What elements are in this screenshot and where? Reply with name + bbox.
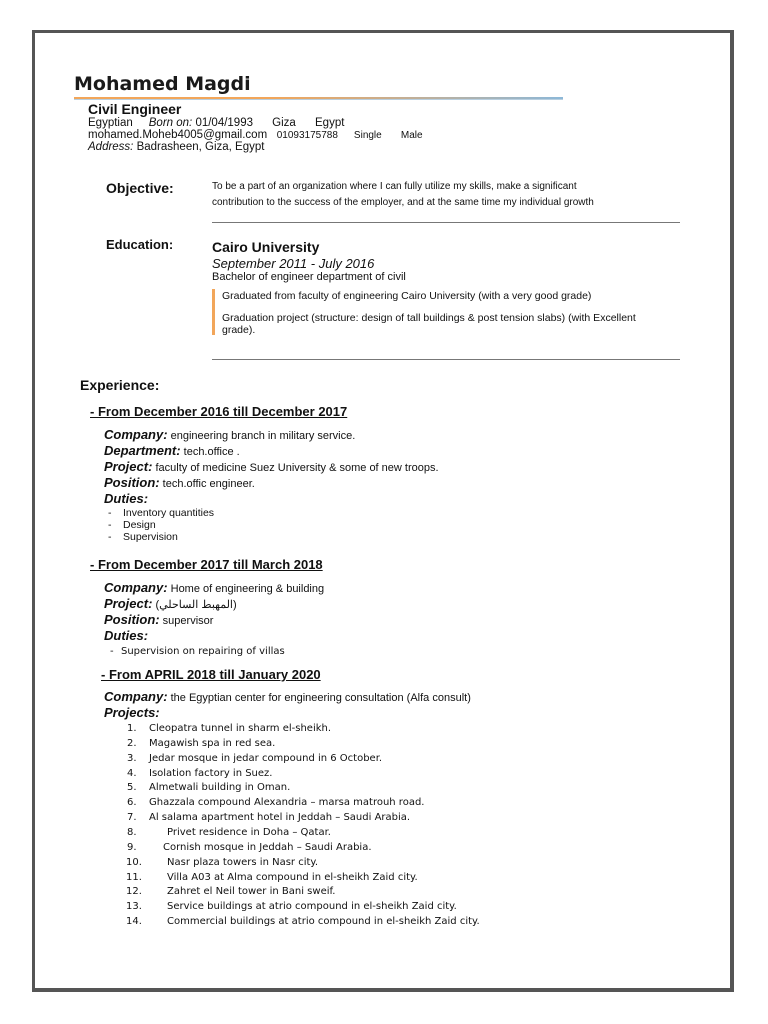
list-text: Magawish spa in red sea. bbox=[149, 737, 276, 749]
list-text: Cleopatra tunnel in sharm el-sheikh. bbox=[149, 723, 332, 734]
education-accent-bar bbox=[212, 289, 215, 335]
list-item: - Inventory quantities bbox=[108, 507, 215, 519]
email[interactable]: mohamed.Moheb4005@gmail.com bbox=[88, 129, 268, 141]
personal-line-2 bbox=[88, 129, 423, 141]
list-number: 10. bbox=[126, 856, 142, 868]
company-label: Company: bbox=[104, 427, 168, 442]
list-item: - Supervision on repairing of villas bbox=[110, 646, 285, 657]
job-title: Civil Engineer bbox=[88, 101, 182, 117]
list-text: Ghazzala compound Alexandria – marsa matrouh road. bbox=[149, 797, 425, 809]
list-number: 3. bbox=[127, 752, 137, 764]
job2-position bbox=[104, 612, 213, 627]
country: Egypt bbox=[315, 117, 345, 129]
project-label: Project: bbox=[104, 596, 153, 611]
education-note-1: Graduated from faculty of engineering Cairo University (with a very good grade) bbox=[222, 290, 592, 302]
list-text: Nasr plaza towers in Nasr city. bbox=[167, 856, 319, 868]
job2-period: - From December 2017 till March 2018 bbox=[90, 557, 323, 572]
department-value: tech.office . bbox=[183, 446, 240, 458]
education-note-2b: grade). bbox=[222, 324, 256, 336]
address-label: Address: bbox=[88, 141, 134, 153]
list-number: 5. bbox=[127, 782, 137, 794]
list-number: 14. bbox=[126, 916, 142, 928]
company-value: engineering branch in military service. bbox=[170, 430, 356, 442]
list-text: Cornish mosque in Jeddah – Saudi Arabia. bbox=[163, 841, 372, 853]
job1-department bbox=[104, 443, 240, 458]
job1-company bbox=[104, 427, 355, 442]
list-number: 11. bbox=[126, 871, 142, 883]
list-item: - Design bbox=[108, 519, 156, 531]
position-label: Position: bbox=[104, 612, 160, 627]
objective-line-1: To be a part of an organization where I can fully utilize my skills, make a significant bbox=[212, 181, 577, 192]
list-number: 4. bbox=[127, 767, 137, 779]
list-text: Al salama apartment hotel in Jeddah – Saudi Arabia. bbox=[149, 812, 411, 824]
name-underline-secondary bbox=[74, 99, 563, 100]
education-heading: Education: bbox=[106, 237, 174, 252]
position-value: tech.offic engineer. bbox=[162, 478, 255, 490]
company-value: Home of engineering & building bbox=[170, 583, 325, 595]
job3-projects-heading bbox=[104, 705, 160, 720]
objective-line-2: contribution to the success of the employer, and at the same time my individual growth bbox=[212, 197, 594, 208]
marital-status: Single bbox=[353, 130, 382, 141]
position-value: supervisor bbox=[162, 615, 214, 627]
job1-duties-heading bbox=[104, 491, 148, 506]
job3-company bbox=[104, 689, 471, 704]
education-note-2a: Graduation project (structure: design of tall buildings & post tension slabs) (with Excellent bbox=[222, 312, 636, 324]
list-item: - Supervision bbox=[108, 531, 178, 543]
company-value: the Egyptian center for engineering consultation (Alfa consult) bbox=[170, 692, 471, 704]
project-value: (المهبط الساحلي) bbox=[155, 599, 237, 611]
objective-heading: Objective: bbox=[106, 180, 174, 196]
list-number: 12. bbox=[126, 886, 142, 898]
list-text: Jedar mosque in jedar compound in 6 October. bbox=[149, 752, 383, 764]
education-dates: September 2011 - July 2016 bbox=[212, 256, 375, 271]
university-name: Cairo University bbox=[212, 239, 320, 255]
list-number: 7. bbox=[127, 812, 137, 824]
job2-project bbox=[104, 596, 237, 611]
born-label: Born on: bbox=[148, 117, 193, 129]
experience-heading: Experience: bbox=[80, 377, 160, 393]
duties-label: Duties: bbox=[104, 491, 149, 506]
company-label: Company: bbox=[104, 580, 168, 595]
list-number: 9. bbox=[127, 841, 137, 853]
job1-period: - From December 2016 till December 2017 bbox=[90, 404, 348, 419]
list-text: Isolation factory in Suez. bbox=[149, 767, 273, 779]
degree: Bachelor of engineer department of civil bbox=[212, 271, 406, 283]
job2-company bbox=[104, 580, 324, 595]
job1-project bbox=[104, 459, 439, 474]
project-label: Project: bbox=[104, 459, 153, 474]
list-number: 8. bbox=[127, 826, 137, 838]
duties-label: Duties: bbox=[104, 628, 149, 643]
list-text: Zahret el Neil tower in Bani sweif. bbox=[167, 886, 336, 898]
nationality: Egyptian bbox=[88, 117, 133, 129]
list-text: Villa A03 at Alma compound in el-sheikh Zaid city. bbox=[167, 871, 418, 883]
gender: Male bbox=[400, 130, 423, 141]
projects-label: Projects: bbox=[104, 705, 160, 720]
project-value: faculty of medicine Suez University & some of new troops. bbox=[155, 462, 439, 474]
address: Badrasheen, Giza, Egypt bbox=[136, 141, 265, 153]
job1-position bbox=[104, 475, 255, 490]
education-divider bbox=[212, 359, 680, 360]
personal-line-1 bbox=[88, 117, 344, 129]
list-text: Almetwali building in Oman. bbox=[149, 782, 291, 794]
city: Giza bbox=[272, 117, 296, 129]
list-text: Commercial buildings at atrio compound in el-sheikh Zaid city. bbox=[167, 916, 480, 928]
job3-period: - From APRIL 2018 till January 2020 bbox=[101, 667, 321, 682]
objective-divider bbox=[212, 222, 680, 223]
company-label: Company: bbox=[104, 689, 168, 704]
phone: 01093175788 bbox=[276, 130, 338, 141]
address-line bbox=[88, 141, 264, 153]
born-date: 01/04/1993 bbox=[195, 117, 253, 129]
candidate-name: Mohamed Magdi bbox=[74, 73, 251, 95]
job2-duties-heading bbox=[104, 628, 148, 643]
list-text: Privet residence in Doha – Qatar. bbox=[167, 826, 331, 838]
list-number: 13. bbox=[126, 901, 142, 913]
position-label: Position: bbox=[104, 475, 160, 490]
department-label: Department: bbox=[104, 443, 181, 458]
list-number: 6. bbox=[127, 797, 137, 809]
list-number: 2. bbox=[127, 737, 137, 749]
list-text: Service buildings at atrio compound in el-sheikh Zaid city. bbox=[167, 901, 457, 913]
list-number: 1. bbox=[127, 723, 137, 734]
